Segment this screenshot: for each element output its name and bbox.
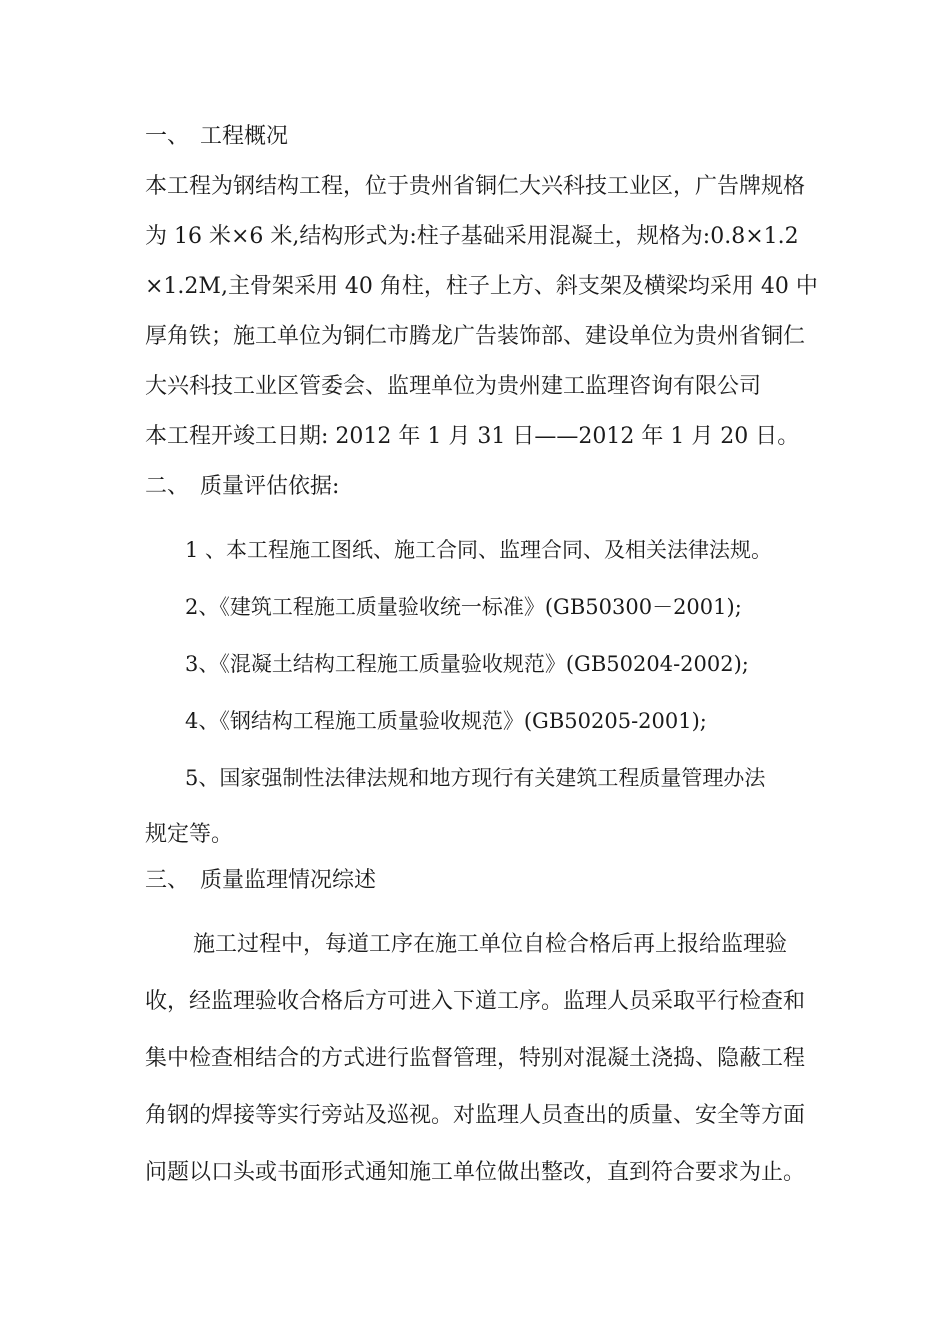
- section-3-line: 施工过程中，每道工序在施工单位自检合格后再上报给监理验: [193, 932, 788, 957]
- section-1-heading: [145, 122, 810, 152]
- section-2-number: 二、: [145, 474, 190, 499]
- basis-item: 1 、本工程施工图纸、施工合同、监理合同、及相关法律法规。: [185, 538, 773, 562]
- section-1-line: 大兴科技工业区管委会、监理单位为贵州建工监理咨询有限公司: [145, 374, 762, 399]
- section-1-line: 为 16 米×6 米,结构形式为:柱子基础采用混凝土，规格为:0.8×1.2: [145, 224, 799, 249]
- section-2-heading: [145, 472, 810, 502]
- section-3-number: 三、: [145, 868, 190, 893]
- section-3-line: 问题以口头或书面形式通知施工单位做出整改，直到符合要求为止。: [145, 1160, 806, 1185]
- basis-item: 5、国家强制性法律法规和地方现行有关建筑工程质量管理办法: [185, 766, 766, 790]
- section-3-line: 角钢的焊接等实行旁站及巡视。对监理人员查出的质量、安全等方面: [145, 1103, 806, 1128]
- section-2-title: 质量评估依据:: [200, 474, 340, 499]
- section-3-title: 质量监理情况综述: [200, 868, 377, 893]
- section-1-line: 厚角铁；施工单位为铜仁市腾龙广告装饰部、建设单位为贵州省铜仁: [145, 324, 806, 349]
- section-1-title: 工程概况: [200, 124, 289, 149]
- section-1-line: 本工程开竣工日期: 2012 年 1 月 31 日——2012 年 1 月 20 日。: [145, 424, 800, 449]
- basis-item: 3、《混凝土结构工程施工质量验收规范》(GB50204-2002);: [185, 652, 749, 676]
- section-3-line: 收，经监理验收合格后方可进入下道工序。监理人员采取平行检查和: [145, 989, 806, 1014]
- section-3-line: 集中检查相结合的方式进行监督管理，特别对混凝土浇捣、隐蔽工程: [145, 1046, 806, 1071]
- basis-item-continued: 规定等。: [145, 822, 234, 847]
- section-3-heading: [145, 866, 810, 896]
- section-1-number: 一、: [145, 124, 190, 149]
- section-1-line: 本工程为钢结构工程，位于贵州省铜仁大兴科技工业区，广告牌规格: [145, 174, 806, 199]
- basis-item: 2、《建筑工程施工质量验收统一标准》(GB50300－2001);: [185, 595, 742, 619]
- section-1-line: ×1.2M,主骨架采用 40 角柱，柱子上方、斜支架及横梁均采用 40 中: [145, 274, 818, 299]
- basis-item: 4、《钢结构工程施工质量验收规范》(GB50205-2001);: [185, 709, 707, 733]
